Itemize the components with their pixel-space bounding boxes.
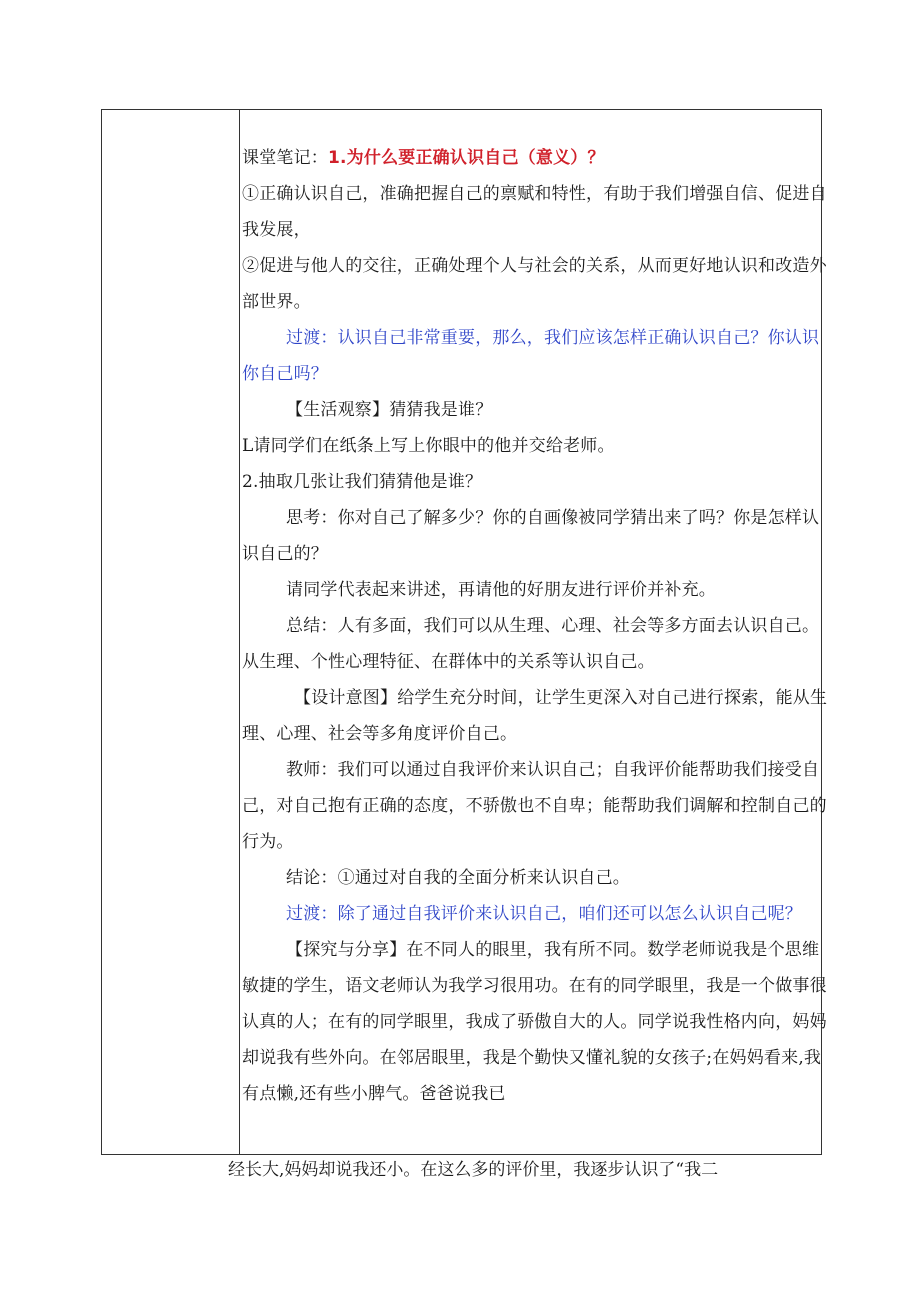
text-line: L请同学们在纸条上写上你眼中的他并交给老师。 [242,436,615,456]
text-line: 2.抽取几张让我们猜猜他是谁？ [242,472,483,492]
transition-line: 过渡：认识自己非常重要，那么，我们应该怎样正确认识自己？你认识 [286,328,820,348]
text-line: 总结：人有多面，我们可以从生理、心理、社会等多方面去认识自己。 [286,616,820,636]
text-line: ①正确认识自己，准确把握自己的禀赋和特性，有助于我们增强自信、促进自 [242,184,827,204]
section-heading: 【生活观察】猜猜我是谁？ [286,400,493,420]
text-line: 识自己的？ [242,544,328,564]
lesson-table [101,109,828,1155]
text-line: 思考：你对自己了解多少？你的自画像被同学猜出来了吗？你是怎样认 [286,508,820,528]
text-line: 有点懒,还有些小脾气。爸爸说我已 [242,1084,506,1104]
text-line: 我发展， [242,220,311,240]
transition-line: 过渡：除了通过自我评价来认识自己，咱们还可以怎么认识自己呢？ [286,904,802,924]
table-content-cell [242,110,828,1112]
text-line: 部世界。 [242,292,311,312]
text-line: 敏捷的学生，语文老师认为我学习很用功。在有的同学眼里，我是一个做事很 [242,976,827,996]
text-line: ②促进与他人的交往，正确处理个人与社会的关系，从而更好地认识和改造外 [242,256,827,276]
text-line: 教师：我们可以通过自我评价来认识自己；自我评价能帮助我们接受自 [286,760,820,780]
text-line: 行为。 [242,832,294,852]
notes-heading [242,140,820,176]
text-line: 从生理、个性心理特征、在群体中的关系等认识自己。 [242,652,655,672]
transition-line: 你自己吗？ [242,364,328,384]
table-left-column [102,110,240,1154]
notes-label: 课堂笔记： [242,148,328,168]
notes-title: 1.为什么要正确认识自己（意义）？ [328,148,605,168]
text-line: 己，对自己抱有正确的态度，不骄傲也不自卑；能帮助我们调解和控制自己的 [242,796,827,816]
section-heading: 【设计意图】给学生充分时间，让学生更深入对自己进行探索，能从生 [294,688,828,708]
text-line: 结论：①通过对自我的全面分析来认识自己。 [286,868,630,888]
text-line: 请同学代表起来讲述，再请他的好朋友进行评价并补充。 [286,580,716,600]
text-line: 理、心理、社会等多角度评价自己。 [242,724,518,744]
text-line: 认真的人；在有的同学眼里，我成了骄傲自大的人。同学说我性格内向，妈妈 [242,1012,827,1032]
text-line: 却说我有些外向。在邻居眼里，我是个勤快又懂礼貌的女孩子;在妈妈看来,我 [242,1048,822,1068]
section-heading: 【探究与分享】在不同人的眼里，我有所不同。数学老师说我是个思维 [286,940,820,960]
text-after-table: 经长大,妈妈却说我还小。在这么多的评价里，我逐步认识了“我二 [228,1160,719,1180]
